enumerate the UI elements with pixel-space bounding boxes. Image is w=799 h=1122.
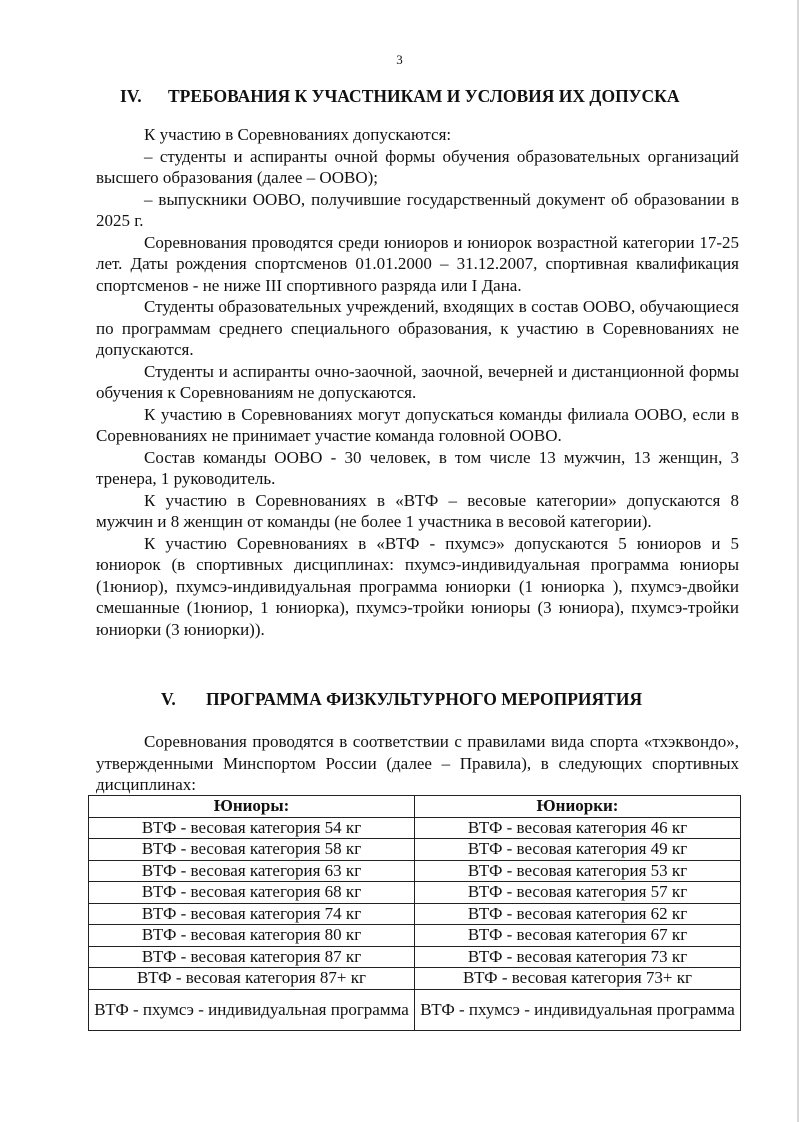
table-cell: ВТФ - весовая категория 73+ кг	[415, 968, 741, 990]
table-row	[89, 860, 741, 882]
table-cell: ВТФ - пхумсэ - индивидуальная программа	[415, 989, 741, 1030]
table-row	[89, 946, 741, 968]
paragraph: Состав команды ООВО - 30 человек, в том числе 13 мужчин, 13 женщин, 3 тренера, 1 руководитель.	[96, 447, 739, 488]
table-cell: ВТФ - весовая категория 54 кг	[89, 817, 415, 839]
table-cell: ВТФ - весовая категория 63 кг	[89, 860, 415, 882]
table-cell: ВТФ - весовая категория 73 кг	[415, 946, 741, 968]
table-row	[89, 839, 741, 861]
paragraph: – выпускники ООВО, получившие государственный документ об образовании в 2025 г.	[96, 189, 739, 230]
section-5-body	[96, 731, 739, 796]
table-row	[89, 817, 741, 839]
paragraph: К участию Соревнованиях в «ВТФ - пхумсэ» допускаются 5 юниоров и 5 юниорок (в спортивных дисциплинах: пхумсэ-индивидуальная программа юниоры (1юниор), пхумсэ-индивидуальная программа юниорки (1 юниорка ), пхумсэ-двойки смешанные (1юниор, 1 юниорка), пхумсэ-тройки юниоры (3 юниора), пхумсэ-тройки юниорки (3 юниорки)).	[96, 533, 739, 639]
table-cell: ВТФ - пхумсэ - индивидуальная программа	[89, 989, 415, 1030]
section-5-intro: Соревнования проводятся в соответствии с правилами вида спорта «тхэквондо», утвержденными Минспортом России (далее – Правила), в следующих спортивных дисциплинах:	[96, 732, 739, 794]
header-juniors: Юниоры:	[89, 796, 415, 818]
table-cell: ВТФ - весовая категория 57 кг	[415, 882, 741, 904]
table-cell: ВТФ - весовая категория 74 кг	[89, 903, 415, 925]
header-junior-women: Юниорки:	[415, 796, 741, 818]
table-cell: ВТФ - весовая категория 53 кг	[415, 860, 741, 882]
table-row	[89, 882, 741, 904]
table-cell: ВТФ - весовая категория 87 кг	[89, 946, 415, 968]
table-cell: ВТФ - весовая категория 80 кг	[89, 925, 415, 947]
section-4-heading	[120, 86, 680, 107]
table-row	[89, 968, 741, 990]
paragraph: Соревнования проводятся среди юниоров и юниорок возрастной категории 17-25 лет. Даты рождения спортсменов 01.01.2000 – 31.12.2007, спортивная квалификация спортсменов - не ниже III спортивного разряда или I Дана.	[96, 232, 739, 295]
paragraph: Студенты и аспиранты очно-заочной, заочной, вечерней и дистанционной формы обучения к Соревнованиям не допускаются.	[96, 361, 739, 402]
table-cell: ВТФ - весовая категория 87+ кг	[89, 968, 415, 990]
table-cell: ВТФ - весовая категория 62 кг	[415, 903, 741, 925]
section-4-title: ТРЕБОВАНИЯ К УЧАСТНИКАМ И УСЛОВИЯ ИХ ДОПУСКА	[168, 86, 680, 106]
paragraph: К участию в Соревнованиях могут допускаться команды филиала ООВО, если в Соревнованиях не принимает участие команда головной ООВО.	[96, 404, 739, 445]
paragraph: Студенты образовательных учреждений, входящих в состав ООВО, обучающиеся по программам среднего специального образования, к участию в Соревнованиях не допускаются.	[96, 297, 739, 359]
section-4-number: IV.	[120, 86, 142, 106]
table-cell: ВТФ - весовая категория 49 кг	[415, 839, 741, 861]
paragraph: К участию в Соревнованиях в «ВТФ – весовые категории» допускаются 8 мужчин и 8 женщин от команды (не более 1 участника в весовой категории).	[96, 490, 739, 531]
table-cell: ВТФ - весовая категория 67 кг	[415, 925, 741, 947]
table-cell: ВТФ - весовая категория 46 кг	[415, 817, 741, 839]
section-5-heading	[161, 689, 642, 710]
disciplines-table	[88, 795, 741, 1031]
table-row	[89, 903, 741, 925]
table-header-row	[89, 796, 741, 818]
section-5-number: V.	[161, 689, 176, 709]
page-number: 3	[396, 52, 403, 67]
paragraph: – студенты и аспиранты очной формы обучения образовательных организаций высшего образования (далее – ООВО);	[96, 146, 739, 187]
table-cell: ВТФ - весовая категория 58 кг	[89, 839, 415, 861]
section-5-title: ПРОГРАММА ФИЗКУЛЬТУРНОГО МЕРОПРИЯТИЯ	[206, 689, 643, 709]
table-row	[89, 925, 741, 947]
table-cell: ВТФ - весовая категория 68 кг	[89, 882, 415, 904]
paragraph: К участию в Соревнованиях допускаются:	[144, 125, 452, 144]
section-4-body	[96, 124, 739, 640]
table-row	[89, 989, 741, 1030]
